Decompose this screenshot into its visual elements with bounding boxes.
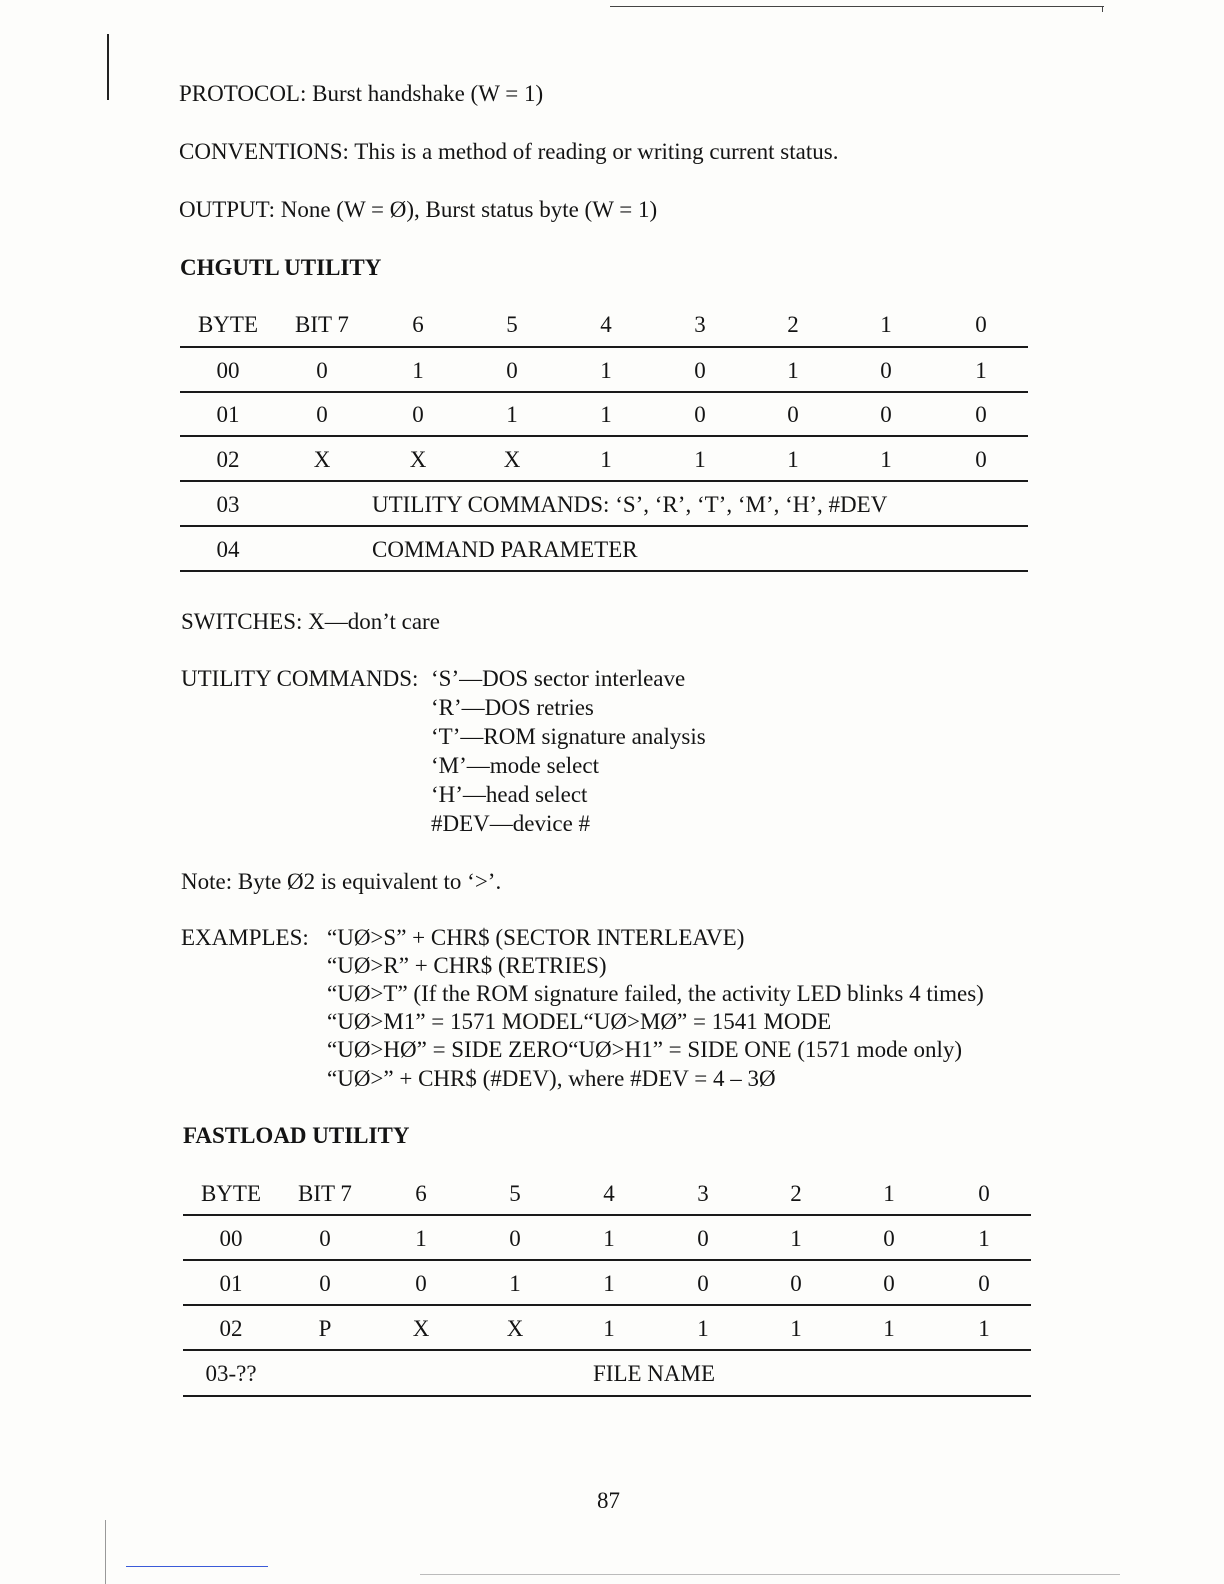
bit-cell: 0 bbox=[319, 1271, 331, 1296]
chgutl-table bbox=[180, 302, 1028, 574]
bit-cell: 0 bbox=[694, 402, 706, 427]
scan-mark-blue bbox=[126, 1566, 268, 1567]
header-cell: 1 bbox=[883, 1181, 895, 1206]
bit-cell: X bbox=[313, 447, 331, 472]
header-cell: 3 bbox=[697, 1181, 709, 1206]
bit-cell: 0 bbox=[975, 402, 987, 427]
byte-cell: 01 bbox=[216, 402, 240, 427]
conventions-text: CONVENTIONS: This is a method of reading or writing current status. bbox=[179, 139, 839, 164]
bit-cell: 1 bbox=[697, 1316, 709, 1341]
bit-cell: 1 bbox=[600, 358, 612, 383]
bit-cell: 0 bbox=[412, 402, 424, 427]
fastload-table bbox=[183, 1171, 1031, 1399]
list-item: “UØ>R” + CHR$ (RETRIES) bbox=[327, 953, 607, 978]
list-item: “UØ>S” + CHR$ (SECTOR INTERLEAVE) bbox=[327, 925, 745, 950]
bit-cell: 0 bbox=[694, 358, 706, 383]
header-cell: 3 bbox=[694, 312, 706, 337]
header-cell: BYTE bbox=[197, 312, 259, 337]
bit-cell: 0 bbox=[697, 1226, 709, 1251]
header-cell: BIT 7 bbox=[298, 1181, 352, 1206]
scan-edge-left-bottom bbox=[105, 1520, 106, 1584]
protocol-text: PROTOCOL: Burst handshake (W = 1) bbox=[179, 81, 544, 106]
bit-cell: 1 bbox=[790, 1316, 802, 1341]
bit-cell: 0 bbox=[415, 1271, 427, 1296]
bit-cell: 1 bbox=[790, 1226, 802, 1251]
note-text: Note: Byte Ø2 is equivalent to ‘>’. bbox=[181, 869, 502, 894]
bit-cell: 0 bbox=[975, 447, 987, 472]
utility-commands-label: UTILITY COMMANDS: bbox=[181, 666, 419, 691]
bit-cell: X bbox=[503, 447, 521, 472]
list-item: “UØ>HØ” = SIDE ZERO“UØ>H1” = SIDE ONE (1571 mode only) bbox=[327, 1037, 963, 1062]
bit-cell: 0 bbox=[790, 1271, 802, 1296]
byte-cell: 03-?? bbox=[205, 1361, 257, 1386]
scan-edge-corner bbox=[1102, 6, 1103, 12]
bit-cell: 0 bbox=[316, 402, 328, 427]
table-rule bbox=[180, 570, 1028, 572]
chgutl-heading: CHGUTL UTILITY bbox=[180, 255, 382, 280]
scan-edge-left bbox=[107, 34, 109, 100]
bit-cell: 0 bbox=[509, 1226, 521, 1251]
bit-cell: 1 bbox=[603, 1271, 615, 1296]
header-cell: 0 bbox=[975, 312, 987, 337]
bit-cell: 1 bbox=[509, 1271, 521, 1296]
bit-cell: 1 bbox=[975, 358, 987, 383]
bit-cell: X bbox=[506, 1316, 524, 1341]
table-row bbox=[180, 527, 1028, 572]
header-cell: 2 bbox=[787, 312, 799, 337]
output-text: OUTPUT: None (W = Ø), Burst status byte (W = 1) bbox=[179, 197, 658, 222]
list-item: “UØ>” + CHR$ (#DEV), where #DEV = 4 – 3Ø bbox=[327, 1066, 776, 1091]
bit-cell: 1 bbox=[415, 1226, 427, 1251]
bit-cell: 0 bbox=[319, 1226, 331, 1251]
bit-cell: 0 bbox=[880, 358, 892, 383]
bit-cell: X bbox=[412, 1316, 430, 1341]
bit-cell: 1 bbox=[880, 447, 892, 472]
bit-cell: 1 bbox=[978, 1226, 990, 1251]
list-item: ‘S’—DOS sector interleave bbox=[431, 666, 686, 691]
bit-cell: 0 bbox=[880, 402, 892, 427]
fastload-heading: FASTLOAD UTILITY bbox=[183, 1123, 410, 1148]
bit-cell: 1 bbox=[506, 402, 518, 427]
byte-cell: 04 bbox=[216, 537, 240, 562]
header-cell: 1 bbox=[880, 312, 892, 337]
table-rule bbox=[183, 1395, 1031, 1397]
header-cell: BYTE bbox=[200, 1181, 262, 1206]
utility-commands-span: UTILITY COMMANDS: ‘S’, ‘R’, ‘T’, ‘M’, ‘H’, #DEV bbox=[372, 492, 888, 517]
list-item: ‘R’—DOS retries bbox=[431, 695, 594, 720]
byte-cell: 00 bbox=[219, 1226, 243, 1251]
bit-cell: 0 bbox=[787, 402, 799, 427]
header-cell: 5 bbox=[509, 1181, 521, 1206]
list-item: “UØ>T” (If the ROM signature failed, the activity LED blinks 4 times) bbox=[327, 981, 984, 1006]
bit-cell: 0 bbox=[978, 1271, 990, 1296]
scan-edge-bottom bbox=[420, 1574, 1120, 1575]
bit-cell: 0 bbox=[506, 358, 518, 383]
byte-cell: 03 bbox=[216, 492, 240, 517]
bit-cell: 1 bbox=[600, 402, 612, 427]
bit-cell: 1 bbox=[412, 358, 424, 383]
header-cell: 4 bbox=[603, 1181, 615, 1206]
header-cell: 6 bbox=[412, 312, 424, 337]
header-cell: 6 bbox=[415, 1181, 427, 1206]
table-row bbox=[183, 1351, 1031, 1396]
list-item: ‘T’—ROM signature analysis bbox=[431, 724, 706, 749]
byte-cell: 01 bbox=[219, 1271, 243, 1296]
list-item: #DEV—device # bbox=[431, 811, 591, 836]
bit-cell: 1 bbox=[603, 1316, 615, 1341]
bit-cell: 0 bbox=[697, 1271, 709, 1296]
file-name-span: FILE NAME bbox=[593, 1361, 716, 1386]
switches-text: SWITCHES: X—don’t care bbox=[181, 609, 440, 634]
bit-cell: 0 bbox=[316, 358, 328, 383]
bit-cell: 1 bbox=[603, 1226, 615, 1251]
bit-cell: X bbox=[409, 447, 427, 472]
bit-cell: 1 bbox=[694, 447, 706, 472]
bit-cell: 1 bbox=[787, 447, 799, 472]
byte-cell: 02 bbox=[219, 1316, 243, 1341]
page-number: 87 bbox=[597, 1488, 620, 1513]
command-parameter-span: COMMAND PARAMETER bbox=[372, 537, 638, 562]
bit-cell: 1 bbox=[883, 1316, 895, 1341]
list-item: ‘M’—mode select bbox=[431, 753, 599, 778]
byte-cell: 02 bbox=[216, 447, 240, 472]
header-cell: 0 bbox=[978, 1181, 990, 1206]
examples-label: EXAMPLES: bbox=[181, 925, 309, 950]
scan-edge-top bbox=[610, 6, 1104, 7]
list-item: “UØ>M1” = 1571 MODEL“UØ>MØ” = 1541 MODE bbox=[327, 1009, 832, 1034]
bit-cell: 0 bbox=[883, 1226, 895, 1251]
table-row bbox=[180, 482, 1028, 527]
header-cell: 4 bbox=[600, 312, 612, 337]
header-cell: 2 bbox=[790, 1181, 802, 1206]
bit-cell: 0 bbox=[883, 1271, 895, 1296]
header-cell: 5 bbox=[506, 312, 518, 337]
byte-cell: 00 bbox=[216, 358, 240, 383]
bit-cell: 1 bbox=[787, 358, 799, 383]
header-cell: BIT 7 bbox=[295, 312, 349, 337]
bit-cell: 1 bbox=[978, 1316, 990, 1341]
list-item: ‘H’—head select bbox=[431, 782, 588, 807]
bit-cell: P bbox=[318, 1316, 332, 1341]
bit-cell: 1 bbox=[600, 447, 612, 472]
